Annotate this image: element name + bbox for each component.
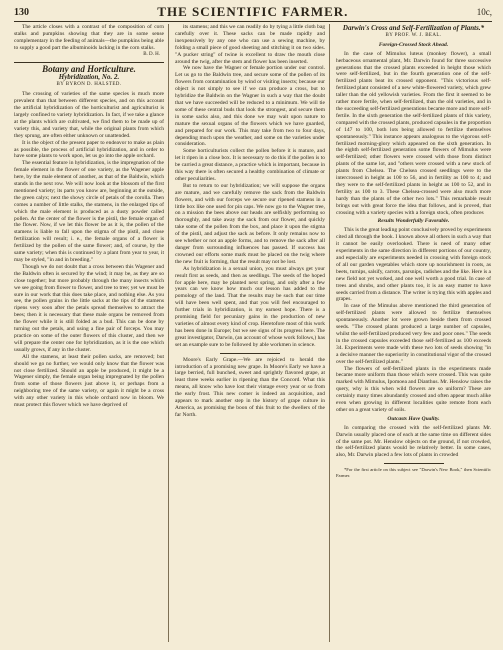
page-header — [14, 3, 492, 22]
article-paragraph: This is the great leading point conclusively proved by experiments cited all through the book. I known above all others in such a way that it cannot be easily overlooked. There is need of many other experiments in the same direction in different portions of our country, and especially are experiments needed in crossing with foreign stock of all our garden vegetables which store up nourishment in roots, as beets, turnips, salsify, carrots, parsnips, radishes and the like. Here is a new field not yet worked, and one well worth a good trial. In case of trees and shrubs, and other plants too, it is an easy matter to have seeds carried from a distance. The writer is trying this with apples and grapes. — [336, 227, 491, 303]
footnote: *For the first article on this subject see "Darwin's New Book," then Scientific Farmer. — [336, 467, 491, 478]
author-signature: B. D. H. — [143, 51, 160, 57]
issue-date: 10c, — [476, 7, 492, 17]
article-paragraph: The flowers of self-fertilized plants in the experiments made became more uniform than those which were crossed. This was quite marked with Mimulus, Ipomoea and Dianthus. Mr. Henslow raises the query, why is this when wild flowers are so uniform? These are certainly many times abundantly crossed and often appear much alike even when growing in different localities quite remote from each other on a great variety of soils. — [336, 365, 491, 413]
column-divider — [168, 24, 169, 642]
article-title: Hybridization, No. 2. — [58, 73, 120, 82]
article-paragraph: Though we do not doubt that a cross between this Wagener and the Baldwin often is secured by the wind; it may be, as they are so close together; but more probably through the many insects which we see going from flower to flower, and tree to tree; yet we must be sure in our work that this does take place, and nothing else. As you see, the pollen grains in the little sacks at the tips of the stamens ripens very soon after the petals spread themselves to attract the bees; then it is necessary that these male organs be removed from the flower while it is still folded as a bud. This can be done by turning out the petals, and using a fine pair of forceps. You may practice on some of the outer flowers of this cluster, and then we will prepare the center one for hybridization, as it is the one which usually grows, if any in the cluster. — [14, 263, 164, 353]
article-paragraph: The essential feature in hybridization, is the impregnation of the female element in the flower of one variety, as the Wagener apple here, by the male element of another, as that of the Baldwin, which stands in the next row. We will now look at the blossom of the first mentioned variety; its parts you know are, beginning at the outside, the green calyx; next the showy circle of petals of the corolla. Then comes a number of little stalks, the stamens, in the enlarged tips of which the male element is produced as a dusty powder called pollen. At the center of the flower is the pistil, the female organ of the flower. Now, if we let this flower be as it is, the pollen of the stamens is liable to fall upon the stigma of the pistil, and close fertilization will result; i. e., the female organs of a flower is fertilized by the pollen of the same flower; and, of course, by the same variety; when this is continued by a plant from year to year, it may be styled, "in and in breeding." — [14, 160, 164, 263]
article-title: Darwin's Cross and Self-Fertilization of Plants.* — [342, 24, 485, 32]
article-paragraph: The crossing of varieties of the same species is much more prevalent than that between different species, and on this account the artificial hybridization of the horticulturist and agriculturist is largely confined to variety hybridization. In fact, if we take a glance at the plants which are cultivated, we find them to be made up of variety this, and variety that, while the original plants from which they sprung, are often either unknown or unattended. — [14, 91, 164, 139]
article-paragraph: Moore's Early Grape.—We are rejoiced to herald the introduction of a promising new grape. In Moore's Early we have a large berried, full bunched, sweet and sprightly flavored grape, at least three weeks earlier in ripening than the Concord. What this means, all know who have lost their vintage every year or so from the early frost. This new comer is indeed an acquisition, and appears to mark another step in the history of grape culture in America, as promising the boon of this fruit to the dwellers of the far North. — [175, 356, 325, 418]
page-number: 130 — [14, 6, 29, 18]
item-rule — [220, 353, 280, 354]
column-3 — [336, 24, 491, 642]
article-paragraph: In case of the Mimulus above mentioned the third generation of self-fertilized plants were allowed to fertilize themselves spontaneously. Another lot were grown beside them from crossed seeds. "The crossed plants produced a large number of capsules, whilst the self-fertilized produced very few and poor ones." The seeds in the crossed capsules exceeded those self-fertilized as 100 exceeds 34. Experiments were made with these two lots of seeds showing "in a decisive manner the superiority in constitutional vigor of the crossed over the self-fertilized plants." — [336, 303, 491, 365]
article-paragraph: its stamens; and this we can readily do by tying a little cloth bag carefully over it. These sacks can be made rapidly and inexpensively by any one who can use a sewing machine, by folding a small piece of good sheeting and stitching it on two sides. "A pucker string" of twine is excellent to draw the mouth close around the twig, after the stem and flower has been inserted. — [175, 24, 325, 65]
footnote-rule — [384, 463, 444, 464]
article-paragraph: In the case of Mimulus luteus (monkey flower), a small herbaceous ornamental plant, Mr. Darwin found for three successive generations that the crossed plants exceeded in height those which were self-fertilized, but in the fourth generation one of the self-fertilized plants beat its crossed opponent. "This victorious self-fertilized plant consisted of a new white-flowered variety, which grew taller than the old yellowish varieties. From the first it seemed to be rather more fertile, when self-fertilized, than the old varieties, and in the succeeding self-fertilized generations became more and more self-fertile. In the sixth generation the self-fertilized plants of this variety, compared with the crossed plants, produced capsules in the proportion of 147 to 100, both lots being allowed to fertilize themselves spontaneously." This instance appears analogous to the vigorous self-fertilized morning-glory which appeared on the sixth generation. In the eighth self-fertilized generation some flowers of Mimulus were self-fertilized; other flowers were crossed with those from distinct plants of the same lot, and "others were crossed with a new stock of plants from Chelsea. The Chelsea crossed seedlings were to the intercrossed in height as 100 to 56, and in fertility as 100 to 4; and they were to the self-fertilized plants in height as 100 to 52, and in fertility as 100 to 3. These Chelsea-crossed were also much more hardy than the plants of the other two lots." This remarkable result brings out with great force the idea that follows, and is proved, that crossing with a variety species with a foreign stock, often produces — [336, 50, 491, 216]
article-paragraph: We now have the Wagner or female portion under our control. Let us go to the Baldwin tree, and secure some of the pollen of its flowers from contamination by wind or visiting insects; because our object is not simply to see if we can produce a cross, but to hybridize the Baldwin on the Wagner in such a way that the doubt that we have succeeded will be reduced to a minimum. We will tie some of these central buds that look the strongest, and secure them in some sacks also, and this done we may wait upon nature to mature the sexual organs of the flowers which we have guarded, and prepared for our work. This may take from two to four days, depending much upon the weather, and some on the varieties under consideration. — [175, 65, 325, 148]
section-rule — [14, 62, 164, 63]
section-subheading: Outcasts Have Quality. — [387, 415, 440, 422]
article-byline: BY BYRON D. HALSTED. — [56, 82, 122, 88]
section-subheading: Foreign-Crossed Stock Ahead. — [378, 41, 449, 48]
article-paragraph: The article closes with a contrast of the composition of corn stalks and pumpkins showing that they are in some sense complementary in the feeding of animals—the pumpkins being able to supply a good part the albuminoids lacking in the corn stalks. — [14, 24, 164, 51]
column-2 — [175, 24, 325, 642]
article-paragraph: In comparing the crossed with the self-fertilized plants Mr. Darwin usually placed one of each at the same time on different sides of the same pot. Mr. Henslow objects on the ground, if not crowded, the self-fertilized plants would be relatively better. In some cases, also, Mr. Darwin placed a few lots of plants in crowded — [336, 424, 491, 459]
article-paragraph: Some horticulturists collect the pollen before it is mature, and let it ripen in a close box. It is necessary to do this if the pollen is to be carried a great distance, a practice which is important, because in this way there is often secured a healthy combination of climate or other peculiarities. — [175, 148, 325, 182]
article-paragraph: It is the object of the present paper to endeavor to make as plain as possible, the process of artificial hybridization, and in order to have some plants to work upon, let us go into the apple orchard. — [14, 139, 164, 160]
article-paragraph: As hybridization is a sexual union, you must always get your result first as seeds, and then as seedlings. The seeds of the hoped for apple here, may be planted next spring, and only after a few years can we know how much our lesson has added to the pomology of the land. That the results may be such that our time will have been well spent, and that you will feel encouraged to further trials in hybridization, is my earnest hope. There is a promising field for pecuniary gains in the production of new varieties of almost every kind of crop. Heretofore most of this work has been done in Europe; but we see signs of its progress here. The great investigator, Darwin, (an account of whose work follows,) has set an example sure to be followed by able workmen in science. — [175, 265, 325, 348]
article-byline: BY PROF. W. J. BEAL. — [385, 32, 442, 38]
article-paragraph: All the stamens, at least their pollen sacks, are removed; but should we go no further, we would only know that the flower was not close fertilized. Should an apple be produced, it might be a Wagener simply, the female organ being impregnated by the pollen from some of those flowers just above it, or perhaps from a neighboring tree of the same variety, or again it might be a cross with any other variety in this whole orchard now in bloom. We must protect this flower which we have deprived of — [14, 353, 164, 409]
column-1 — [14, 24, 164, 642]
article-paragraph: But to return to our hybridization; we will suppose the organs are mature, and we carefully remove the sack from the Baldwin flowers, and with our forceps we secure our ripened stamens in a little box like one used for pin caps. We now go to the Wagner tree, on a mission the bees above our heads are selfishly performing so thoroughly, and take away the sack from our flower, and quickly take some of the pollen from the box, and place it upon the stigma of the pistil, and adjust the sack as before. It only remains now to see whether or not an apple forms, and to remove the sack after all danger from surrounding influences has passed. If success has crowned our efforts some mark must be placed on the twig where the new fruit is forming, that the result may not be lost. — [175, 182, 325, 265]
publication-title: THE SCIENTIFIC FARMER. — [157, 4, 349, 19]
department-heading: Botany and Horticulture. — [42, 63, 136, 74]
section-subheading: Results Wonderfully Favorable. — [377, 218, 450, 225]
column-divider — [329, 24, 330, 642]
